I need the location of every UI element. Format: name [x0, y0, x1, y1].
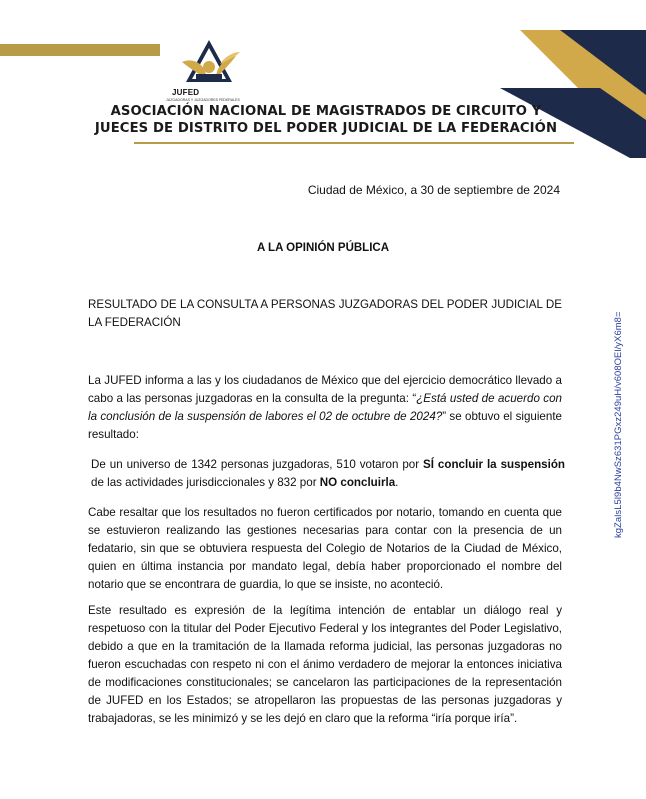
verification-code: kgZalsL5l9b4NwSz631PGxz249uH/v608OEl/yX6m8=	[612, 311, 623, 538]
title-underline	[134, 142, 574, 144]
paragraph-dialogue: Este resultado es expresión de la legítima intención de entablar un diálogo real y respetuoso con la titular del Poder Ejecutivo Federal y los integrantes del Poder Legislativo, debido a que en la tramitación de la llamada reforma judicial, las personas juzgadoras no fueron escuchadas con respeto ni con el ánimo verdadero de mejorar la entonces iniciativa de modificaciones constitucionales; se cancelaron las participaciones de la representación de JUFED en los Estados; se atropellaron las propuestas de las personas juzgadoras y trabajadoras, se les minimizó y se les dejó en claro que la reforma “iría porque iría”.	[88, 604, 562, 725]
logo-name: JUFED	[172, 88, 200, 97]
consultation-question: ¿Está usted de acuerdo con la conclusión de la suspensión de labores el 02 de octubre de 2024?	[88, 392, 562, 423]
document-title: RESULTADO DE LA CONSULTA A PERSONAS JUZGADORAS DEL PODER JUDICIAL DE LA FEDERACIÓN	[88, 298, 562, 329]
results-intro: De un universo de 1342 personas juzgadoras, 510 votaron por	[91, 458, 424, 471]
paragraph-consultation-intro: La JUFED informa a las y los ciudadanos de México que del ejercicio democrático llevado a cabo a las personas juzgadoras en la consulta de la pregunta: “	[88, 374, 562, 405]
results-end: .	[395, 476, 399, 489]
results-yes: SÍ concluir la suspensión	[423, 458, 565, 471]
paragraph-notary: Cabe resaltar que los resultados no fueron certificados por notario, tomando en cuenta que se estuvieron realizando las gestiones necesarias para contar con la presencia de un fedatario, sin que se obtuviera respuesta del Colegio de Notarios de la Ciudad de México, quien en última instancia por mandato legal, debía haber proporcionado el nombre del notario que se encontrara de guardia, lo que se insiste, no aconteció.	[88, 506, 562, 591]
organization-title-line-2: JUECES DE DISTRITO DEL PODER JUDICIAL DE LA FEDERACIÓN	[94, 120, 558, 136]
paragraph-results	[88, 456, 565, 492]
document-date: Ciudad de México, a 30 de septiembre de 2024	[307, 183, 560, 197]
organization-title	[72, 104, 580, 137]
results-no: NO concluirla	[319, 476, 396, 489]
paragraph-consultation	[88, 372, 562, 444]
organization-title-line-1: ASOCIACIÓN NACIONAL DE MAGISTRADOS DE CIRCUITO Y	[110, 104, 542, 119]
document-heading: A LA OPINIÓN PÚBLICA	[256, 242, 390, 254]
paragraph-consultation-end: ” se obtuvo el siguiente resultado:	[88, 410, 562, 441]
logo-subtitle: JUZGADORAS Y JUZGADORES FEDERALES	[166, 98, 240, 102]
results-middle: de las actividades jurisdiccionales y 832 por	[91, 476, 320, 489]
